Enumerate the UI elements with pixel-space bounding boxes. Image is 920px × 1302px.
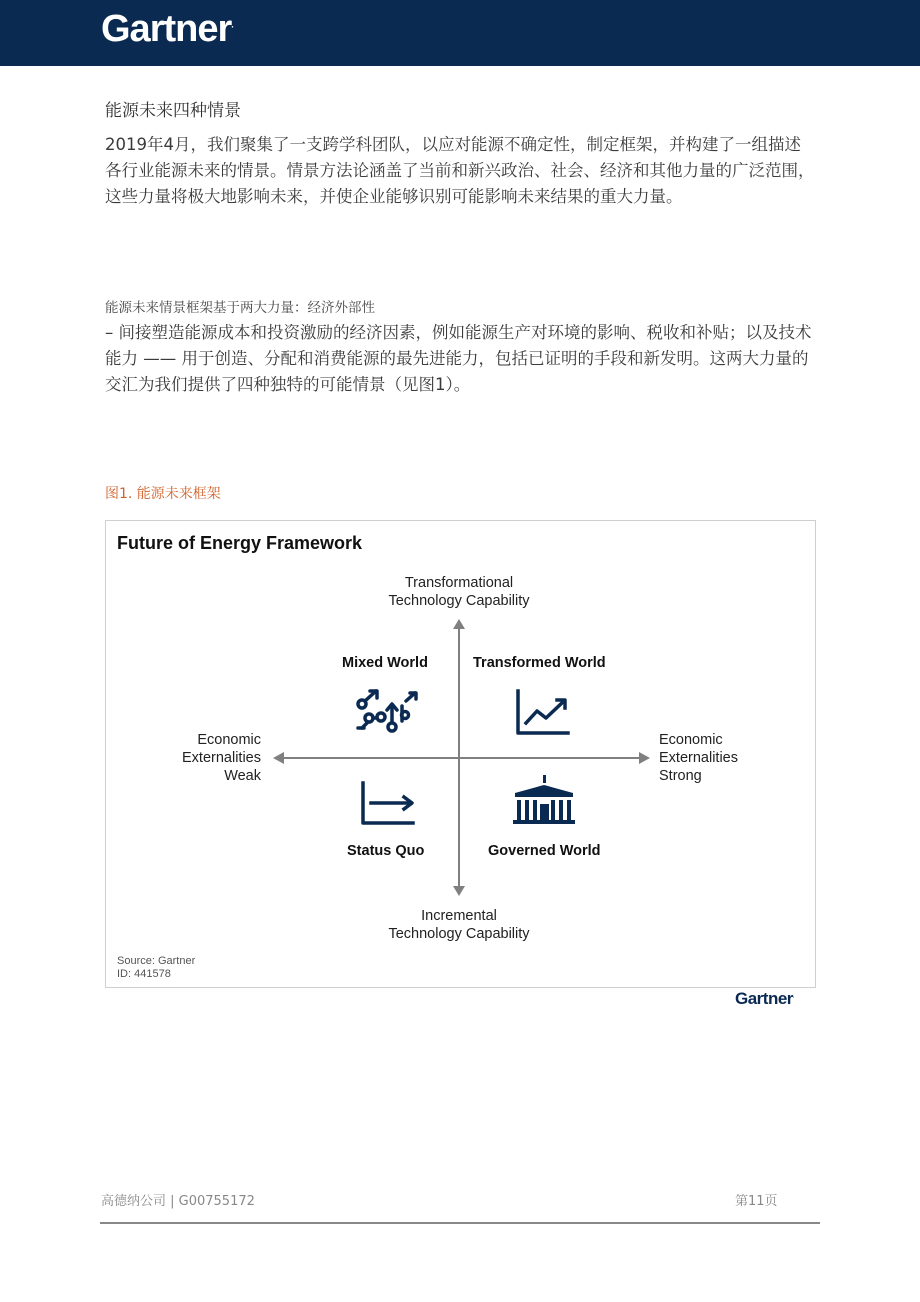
gartner-logo: Gartner. (101, 8, 234, 50)
axis-right-label: Economic Externalities Strong (659, 732, 738, 784)
footer-divider (100, 1222, 820, 1224)
quadrant-mixed-world: Mixed World (342, 655, 428, 671)
header-bar (0, 0, 920, 66)
quadrant-governed-world: Governed World (488, 843, 601, 859)
quadrant-transformed-world: Transformed World (473, 655, 606, 671)
figure-caption: 图1. 能源未来框架 (105, 486, 221, 502)
axis-top-label: Transformational Technology Capability (388, 575, 530, 609)
mixed-paths-icon (358, 691, 416, 731)
gartner-small-logo: Gartner. (735, 989, 794, 1008)
axis-bottom-label: Incremental Technology Capability (388, 908, 530, 942)
government-building-icon (513, 775, 575, 824)
figure-source: Source: Gartner ID: 441578 (117, 955, 196, 980)
quadrant-status-quo: Status Quo (347, 843, 425, 859)
axis-left-label: Economic Externalities Weak (182, 732, 261, 784)
framework-figure (105, 520, 816, 988)
footer-company-id: 高德纳公司 | G00755172 (101, 1194, 255, 1209)
footer-page-number: 第11页 (735, 1194, 778, 1209)
arrow-right-bracket-icon (363, 783, 413, 823)
paragraph-forces: – 间接塑造能源成本和投资激励的经济因素，例如能源生产对环境的影响、税收和补贴；以及技术能力 —— 用于创造、分配和消费能源的最先进能力，包括已证明的手段和新发明。这两大力量的交汇为我们提供了四种独特的可能情景（见图1）。 (105, 323, 812, 394)
horizontal-axis (273, 752, 650, 764)
section-title: 能源未来四种情景 (105, 101, 241, 121)
trending-up-chart-icon (518, 691, 568, 733)
subheading: 能源未来情景框架基于两大力量：经济外部性 (105, 300, 375, 316)
paragraph-intro: 2019年4月，我们聚集了一支跨学科团队，以应对能源不确定性，制定框架，并构建了一组描述各行业能源未来的情景。情景方法论涵盖了当前和新兴政治、社会、经济和其他力量的广泛范围，这些力量将极大地影响未来，并使企业能够识别可能影响未来结果的重大力量。 (105, 135, 815, 206)
figure-title: Future of Energy Framework (117, 533, 363, 553)
